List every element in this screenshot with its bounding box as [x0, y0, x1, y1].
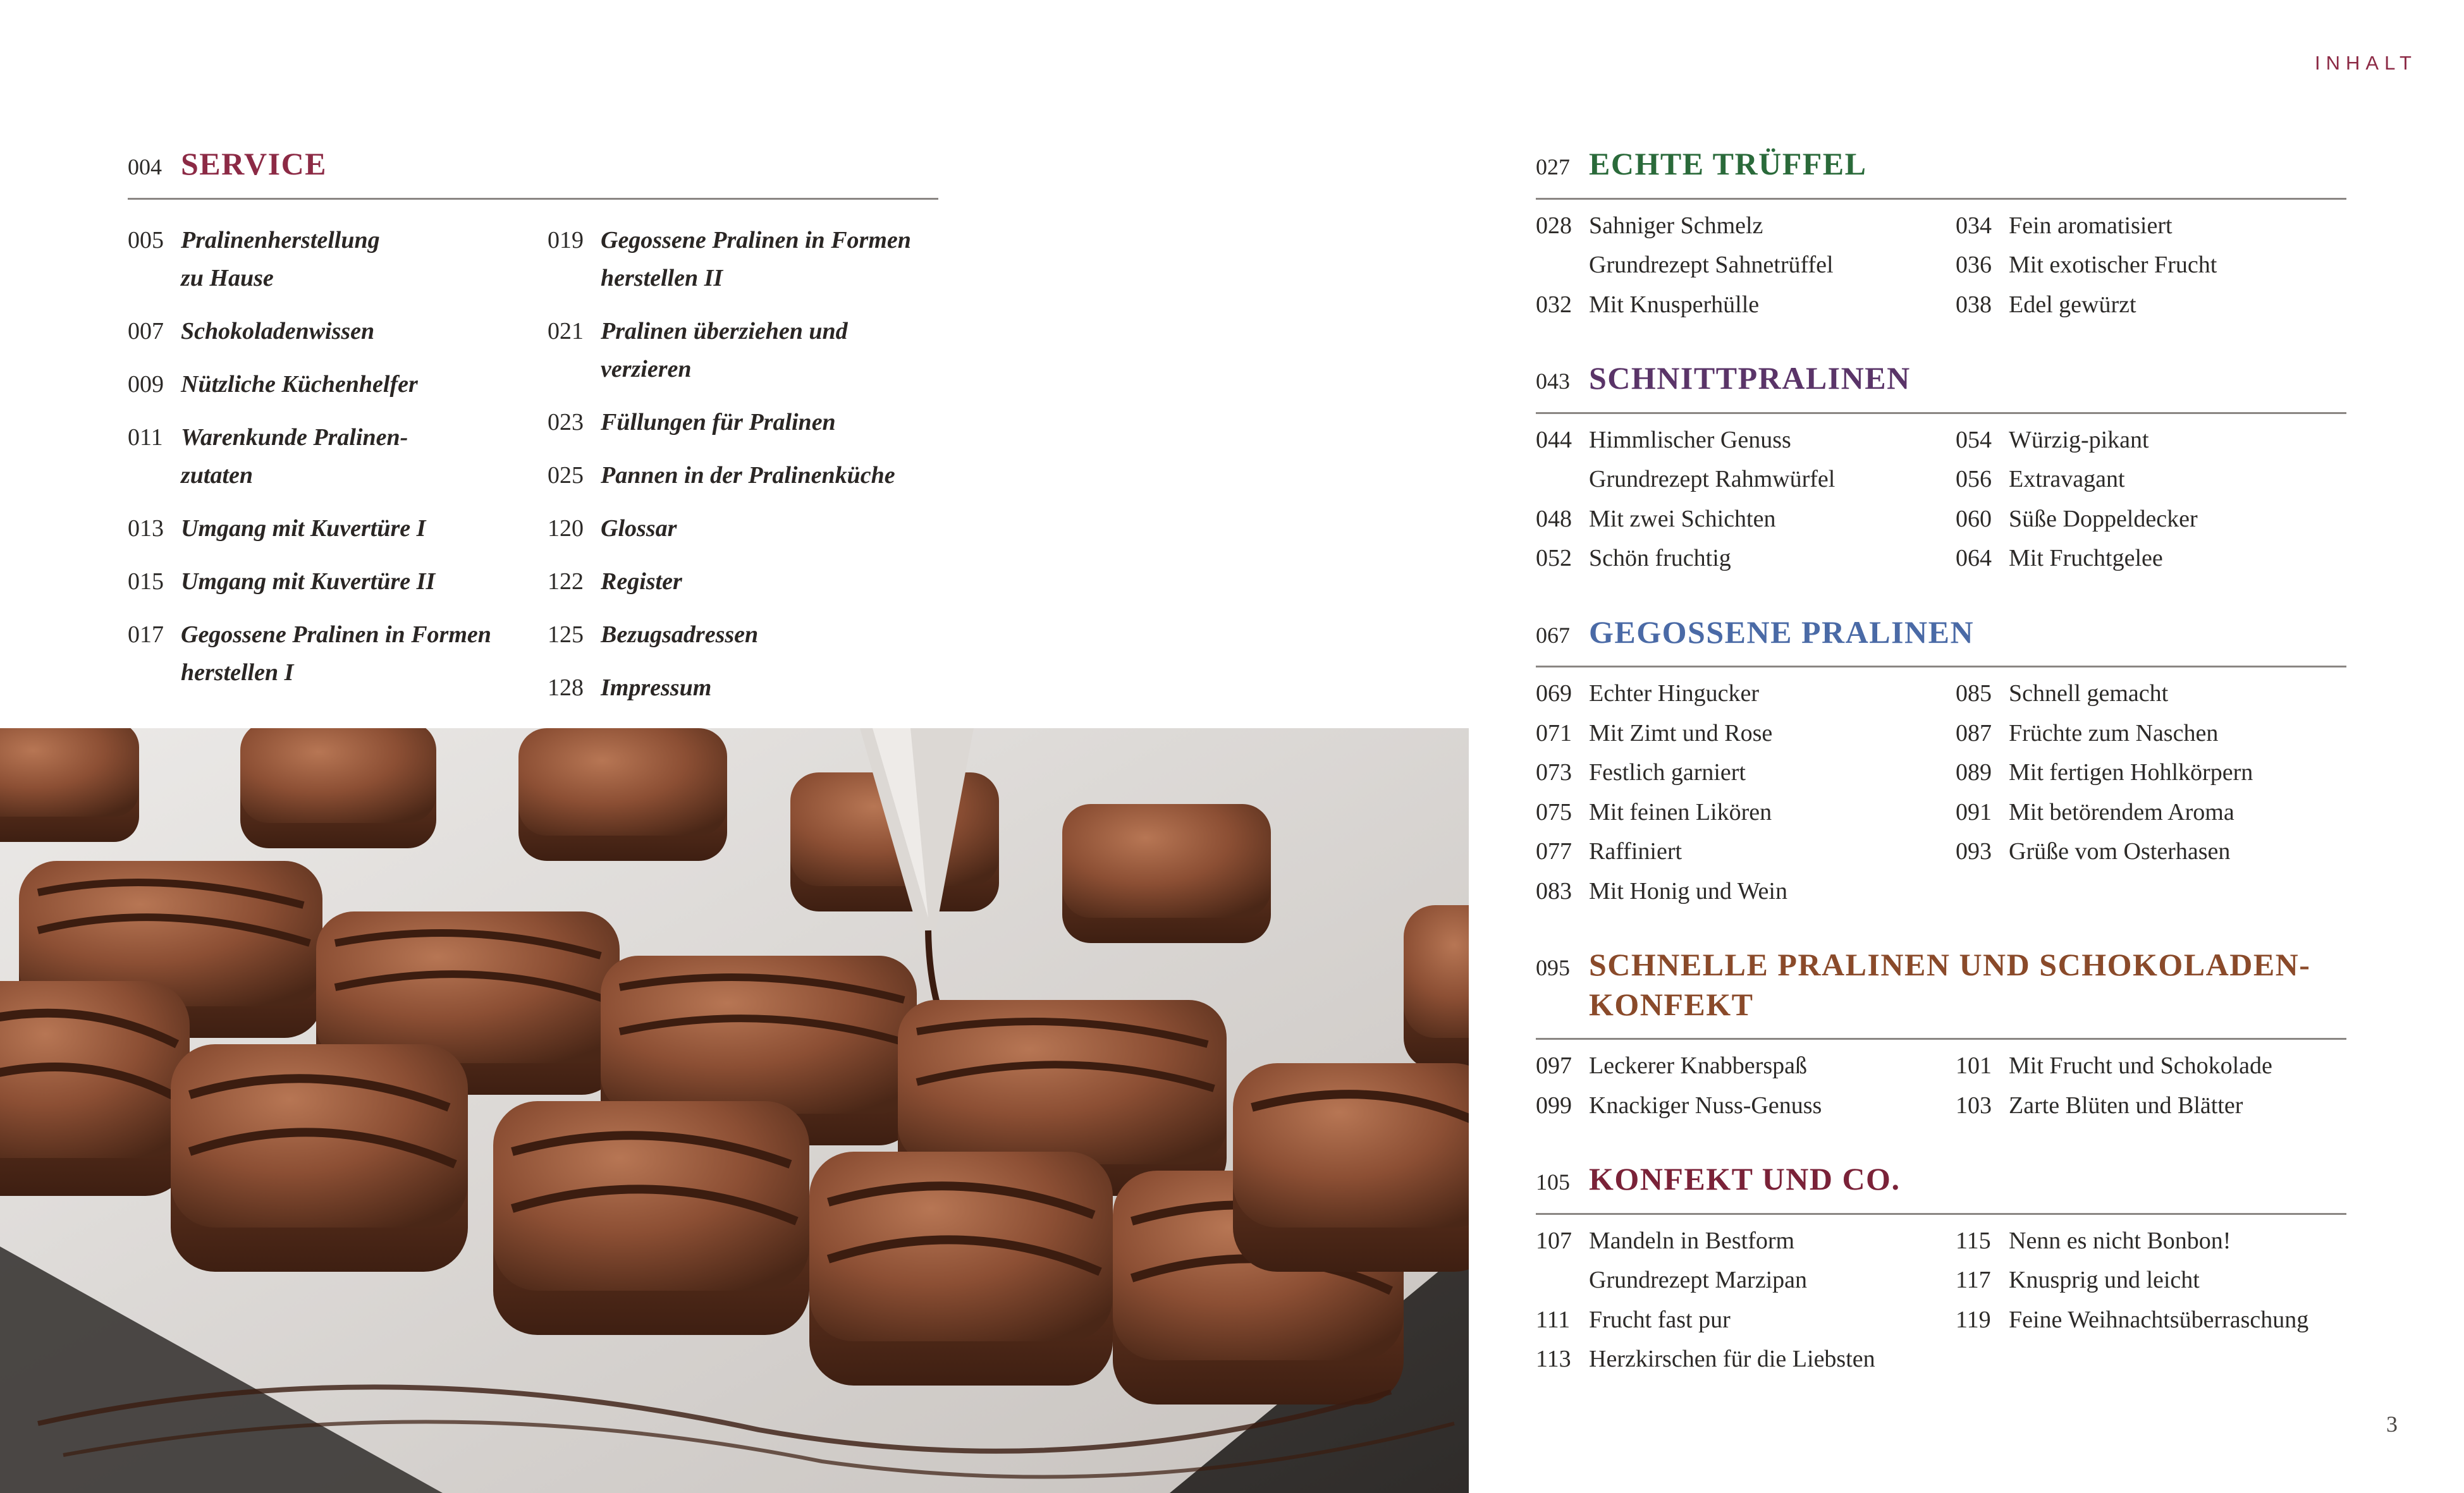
entry-title: Zarte Blüten und Blätter	[2009, 1092, 2243, 1119]
entry-page-number: 075	[1536, 798, 1572, 826]
entry-title: Schnell gemacht	[2009, 680, 2169, 707]
entry-page-number	[1536, 460, 1589, 499]
section-heading	[1536, 144, 2346, 184]
toc-entry	[1536, 460, 1956, 499]
entry-page-number: 056	[1956, 466, 1992, 492]
entry-title-line: Pralinen überziehen und	[601, 317, 848, 344]
section-heading	[1536, 358, 2346, 398]
toc-entry	[1536, 539, 1956, 578]
toc-entry	[1536, 245, 1956, 285]
entry-title	[601, 616, 758, 654]
entry-title-line: Glossar	[601, 515, 677, 542]
chapter-section	[1536, 144, 2346, 324]
entry-page-number: 023	[548, 408, 584, 436]
entry-title: Grundrezept Marzipan	[1589, 1267, 1808, 1293]
entry-page-number: 117	[1956, 1267, 1991, 1293]
toc-entry	[1536, 499, 1956, 539]
section-page-number: 043	[1536, 369, 1570, 394]
entry-title-line: Impressum	[601, 674, 712, 701]
entry-title	[601, 509, 677, 547]
entry-title: Mit Zimt und Rose	[1589, 719, 1773, 746]
section-columns	[1536, 674, 2346, 911]
entry-title-line: Umgang mit Kuvertüre II	[181, 568, 436, 595]
toc-entry	[1536, 206, 1956, 246]
toc-entry	[1536, 832, 1956, 872]
divider	[128, 198, 938, 200]
entry-title-line: zutaten	[181, 461, 254, 489]
toc-entry	[128, 616, 548, 692]
entry-title: Mit zwei Schichten	[1589, 505, 1776, 532]
entry-page-number: 021	[548, 317, 584, 344]
entry-title: Grundrezept Rahmwürfel	[1589, 466, 1836, 492]
entry-title: Echter Hingucker	[1589, 680, 1760, 707]
entry-title: Früchte zum Naschen	[2009, 719, 2219, 746]
entry-page-number: 036	[1956, 252, 1992, 278]
chapter-section	[1536, 612, 2346, 911]
entry-title-line: Warenkunde Pralinen-	[181, 424, 408, 451]
section-page-number: 095	[1536, 955, 1570, 980]
section-column-left	[1536, 1046, 1956, 1125]
toc-entry	[1956, 206, 2346, 246]
entry-page-number: 122	[548, 568, 584, 595]
section-column-right	[1956, 1046, 2346, 1125]
service-section	[128, 144, 938, 722]
section-column-left	[1536, 674, 1956, 911]
entry-page-number: 097	[1536, 1052, 1572, 1079]
entry-page-number: 119	[1956, 1306, 1991, 1333]
entry-title: Feine Weihnachtsüberraschung	[2009, 1306, 2309, 1333]
entry-title	[601, 456, 895, 494]
toc-entry	[1536, 1300, 1956, 1340]
section-columns	[1536, 1046, 2346, 1125]
toc-entry	[1536, 753, 1956, 793]
entry-title	[601, 403, 836, 441]
entry-page-number: 038	[1956, 291, 1992, 318]
chapter-section	[1536, 945, 2346, 1125]
toc-entry	[1956, 285, 2346, 325]
entry-page-number: 044	[1536, 426, 1572, 453]
section-title: KONFEKT UND CO.	[1589, 1161, 1901, 1197]
toc-entry	[1956, 460, 2346, 499]
entry-page-number: 017	[128, 621, 164, 648]
entry-title-line: herstellen II	[601, 264, 723, 291]
toc-entry	[1956, 420, 2346, 460]
section-title: ECHTE TRÜFFEL	[1589, 146, 1867, 181]
entry-page-number: 083	[1536, 877, 1572, 905]
entry-title: Schön fruchtig	[1589, 545, 1731, 571]
toc-entry	[1956, 793, 2346, 832]
toc-entry	[1956, 539, 2346, 578]
section-columns	[1536, 1221, 2346, 1379]
entry-title: Mit Fruchtgelee	[2009, 545, 2163, 571]
entry-title-line: Umgang mit Kuvertüre I	[181, 515, 426, 542]
toc-entry	[128, 418, 548, 494]
entry-title	[181, 509, 426, 547]
toc-entry	[1956, 1086, 2346, 1126]
divider	[1536, 198, 2346, 200]
entry-title-line: Pannen in der Pralinenküche	[601, 461, 895, 489]
entry-page-number: 064	[1956, 545, 1992, 571]
entry-title-line: Bezugsadressen	[601, 621, 759, 648]
section-heading	[1536, 612, 2346, 652]
toc-entry	[1536, 714, 1956, 753]
contents-list	[1536, 144, 2346, 1413]
entry-page-number: 089	[1956, 759, 1992, 786]
toc-entry	[1956, 1300, 2346, 1340]
entry-title: Raffiniert	[1589, 838, 1683, 865]
entry-title	[601, 312, 848, 388]
toc-entry	[1956, 832, 2346, 872]
divider	[1536, 666, 2346, 667]
entry-title: Mit Honig und Wein	[1589, 877, 1787, 905]
toc-entry	[1536, 793, 1956, 832]
section-page-number: 105	[1536, 1169, 1570, 1195]
entry-page-number: 115	[1956, 1227, 1991, 1254]
entry-title	[181, 616, 491, 692]
chapter-section	[1536, 1159, 2346, 1379]
entry-page-number: 028	[1536, 212, 1572, 239]
entry-title: Fein aromatisiert	[2009, 212, 2173, 239]
service-column-right	[548, 221, 938, 722]
entry-page-number: 101	[1956, 1052, 1992, 1079]
entry-page-number: 107	[1536, 1227, 1572, 1254]
entry-title-line: Gegossene Pralinen in Formen	[601, 226, 911, 253]
entry-title: Mit Frucht und Schokolade	[2009, 1052, 2272, 1079]
entry-title: Grüße vom Osterhasen	[2009, 838, 2231, 865]
section-columns	[1536, 206, 2346, 325]
entry-title	[601, 669, 711, 707]
toc-entry	[1956, 714, 2346, 753]
toc-entry	[548, 312, 938, 388]
entry-page-number: 013	[128, 515, 164, 542]
toc-entry	[1956, 674, 2346, 714]
toc-entry	[1956, 1046, 2346, 1086]
toc-entry	[1536, 1086, 1956, 1126]
entry-page-number: 009	[128, 370, 164, 398]
entry-page-number: 052	[1536, 545, 1572, 571]
entry-title: Festlich garniert	[1589, 759, 1746, 786]
entry-page-number: 085	[1956, 680, 1992, 707]
toc-entry	[1956, 499, 2346, 539]
toc-entry	[128, 221, 548, 297]
toc-entry	[548, 616, 938, 654]
running-header: INHALT	[2315, 52, 2417, 74]
entry-title: Leckerer Knabberspaß	[1589, 1052, 1807, 1079]
entry-page-number: 034	[1956, 212, 1992, 239]
entry-title: Mit fertigen Hohlkörpern	[2009, 759, 2253, 786]
entry-title: Nenn es nicht Bonbon!	[2009, 1227, 2231, 1254]
entry-title: Knackiger Nuss-Genuss	[1589, 1092, 1822, 1119]
section-page-number: 067	[1536, 622, 1570, 648]
toc-entry	[1956, 1221, 2346, 1261]
entry-title: Sahniger Schmelz	[1589, 212, 1763, 239]
entry-page-number: 073	[1536, 759, 1572, 786]
entry-title-line: zu Hause	[181, 264, 274, 291]
toc-entry	[128, 365, 548, 403]
toc-entry	[128, 563, 548, 600]
section-title: SCHNITTPRALINEN	[1589, 360, 1911, 396]
section-title-line: SCHNELLE PRALINEN UND SCHOKOLADEN-	[1589, 947, 2311, 982]
service-column-left	[128, 221, 548, 722]
entry-title: Mit exotischer Frucht	[2009, 252, 2217, 278]
toc-entry	[548, 403, 938, 441]
toc-entry	[1536, 285, 1956, 325]
entry-page-number: 015	[128, 568, 164, 595]
entry-title: Frucht fast pur	[1589, 1306, 1731, 1333]
entry-page-number: 007	[128, 317, 164, 344]
entry-title: Himmlischer Genuss	[1589, 426, 1791, 453]
entry-page-number: 032	[1536, 291, 1572, 318]
entry-page-number: 120	[548, 515, 584, 542]
section-heading	[1536, 1159, 2346, 1199]
toc-entry	[128, 509, 548, 547]
entry-title	[181, 312, 374, 350]
entry-page-number: 011	[128, 424, 163, 451]
section-columns	[1536, 420, 2346, 578]
toc-entry	[1536, 872, 1956, 911]
entry-page-number: 069	[1536, 680, 1572, 707]
entry-page-number: 113	[1536, 1346, 1571, 1372]
entry-title-line: Nützliche Küchenhelfer	[181, 370, 418, 398]
entry-title: Mit Knusperhülle	[1589, 291, 1760, 318]
toc-entry	[1956, 1260, 2346, 1300]
entry-page-number: 125	[548, 621, 584, 648]
entry-title: Mandeln in Bestform	[1589, 1227, 1795, 1254]
entry-title	[601, 563, 682, 600]
entry-title-line: herstellen I	[181, 659, 294, 686]
chapter-section	[1536, 358, 2346, 578]
toc-entry	[1536, 1046, 1956, 1086]
entry-title: Würzig-pikant	[2009, 426, 2149, 453]
entry-page-number: 128	[548, 674, 584, 701]
entry-title	[601, 221, 911, 297]
entry-page-number: 054	[1956, 426, 1992, 453]
toc-entry	[1536, 420, 1956, 460]
toc-entry	[1536, 674, 1956, 714]
entry-title	[181, 221, 380, 297]
toc-entry	[1536, 1260, 1956, 1300]
entry-title: Mit feinen Likören	[1589, 798, 1772, 826]
entry-title-line: Pralinenherstellung	[181, 226, 380, 253]
section-title-line: KONFEKT	[1589, 986, 1754, 1022]
section-heading	[1536, 945, 2346, 1024]
entry-title: Extravagant	[2009, 466, 2125, 492]
chocolate-pralines-photo	[0, 728, 1469, 1493]
page-number: 3	[2386, 1411, 2398, 1437]
entry-title: Herzkirschen für die Liebsten	[1589, 1346, 1875, 1372]
entry-title-line: Register	[601, 568, 682, 595]
entry-page-number: 060	[1956, 505, 1992, 532]
entry-page-number: 025	[548, 461, 584, 489]
entry-page-number: 071	[1536, 719, 1572, 746]
entry-page-number: 005	[128, 226, 164, 253]
entry-page-number: 093	[1956, 838, 1992, 865]
toc-entry	[548, 563, 938, 600]
entry-page-number: 048	[1536, 505, 1572, 532]
section-column-right	[1956, 1221, 2346, 1379]
section-column-left	[1536, 420, 1956, 578]
entry-title: Knusprig und leicht	[2009, 1267, 2200, 1293]
section-column-right	[1956, 206, 2346, 325]
entry-title	[181, 418, 408, 494]
toc-entry	[1536, 1339, 1956, 1379]
entry-page-number: 091	[1956, 798, 1992, 826]
section-column-left	[1536, 1221, 1956, 1379]
entry-page-number: 103	[1956, 1092, 1992, 1119]
toc-entry	[548, 456, 938, 494]
section-column-right	[1956, 674, 2346, 911]
section-heading	[128, 144, 938, 184]
toc-entry	[128, 312, 548, 350]
toc-entry	[1956, 753, 2346, 793]
entry-page-number: 087	[1956, 719, 1992, 746]
entry-page-number: 111	[1536, 1306, 1571, 1333]
divider	[1536, 412, 2346, 414]
entry-title-line: Füllungen für Pralinen	[601, 408, 836, 436]
toc-entry	[548, 509, 938, 547]
toc-entry	[548, 669, 938, 707]
entry-title-line: Gegossene Pralinen in Formen	[181, 621, 491, 648]
entry-title: Süße Doppeldecker	[2009, 505, 2198, 532]
praline	[0, 728, 139, 842]
divider	[1536, 1213, 2346, 1215]
section-column-left	[1536, 206, 1956, 325]
entry-title-line: verzieren	[601, 355, 692, 382]
section-page-number: 004	[128, 154, 162, 180]
section-title: GEGOSSENE PRALINEN	[1589, 614, 1975, 650]
divider	[1536, 1038, 2346, 1040]
section-title	[1589, 945, 2310, 1024]
entry-page-number	[1536, 1260, 1589, 1300]
entry-page-number	[1536, 245, 1589, 285]
entry-title: Grundrezept Sahnetrüffel	[1589, 252, 1834, 278]
entry-title	[181, 365, 418, 403]
toc-entry	[548, 221, 938, 297]
toc-entry	[1956, 245, 2346, 285]
section-column-right	[1956, 420, 2346, 578]
entry-title-line: Schokoladenwissen	[181, 317, 375, 344]
entry-page-number: 077	[1536, 838, 1572, 865]
entry-page-number: 099	[1536, 1092, 1572, 1119]
section-title: SERVICE	[181, 146, 328, 181]
section-page-number: 027	[1536, 154, 1570, 180]
entry-title: Edel gewürzt	[2009, 291, 2136, 318]
entry-title: Mit betörendem Aroma	[2009, 798, 2234, 826]
entry-title	[181, 563, 435, 600]
entry-page-number: 019	[548, 226, 584, 253]
toc-entry	[1536, 1221, 1956, 1261]
